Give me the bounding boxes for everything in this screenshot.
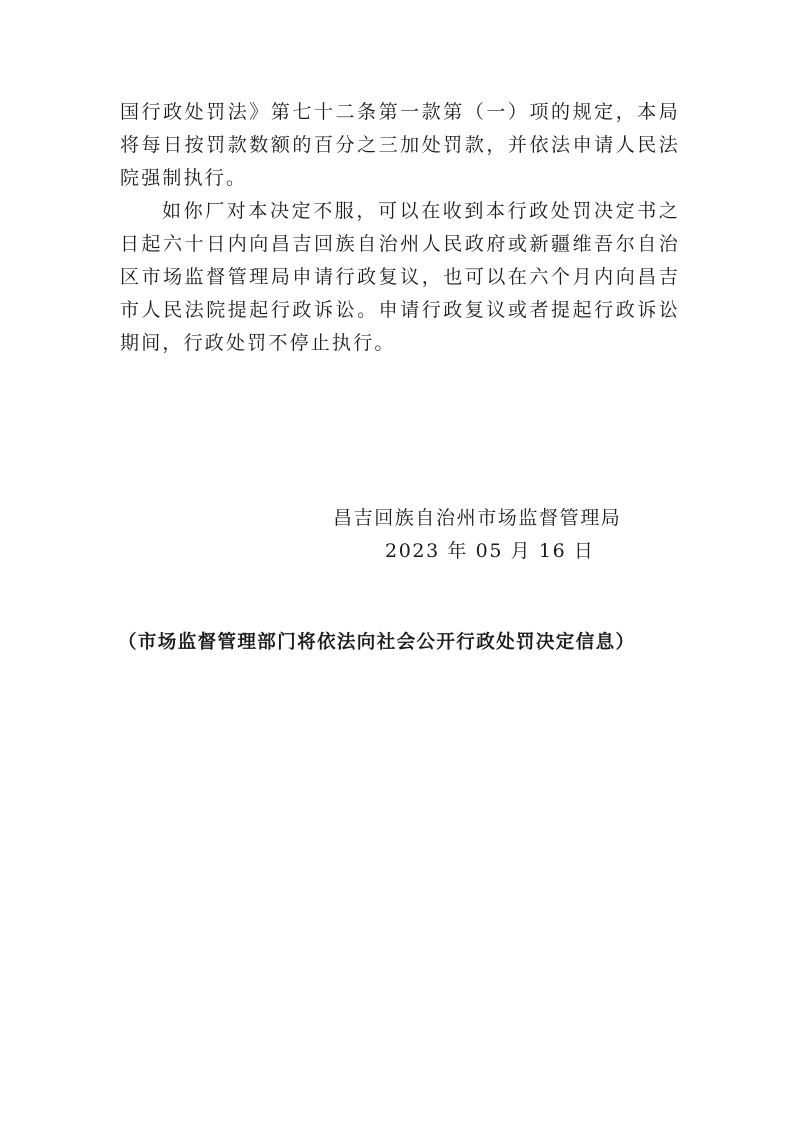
document-body xyxy=(120,96,680,360)
public-disclosure-notice: （市场监督管理部门将依法向社会公开行政处罚决定信息） xyxy=(118,632,636,653)
paragraph-enforcement: 国行政处罚法》第七十二条第一款第（一）项的规定，本局将每日按罚款数额的百分之三加处罚款，并依法申请人民法院强制执行。 xyxy=(120,101,680,189)
issue-date: 2023 年 05 月 16 日 xyxy=(385,540,595,562)
signature-block xyxy=(330,502,650,568)
paragraph-appeal-rights: 如你厂对本决定不服，可以在收到本行政处罚决定书之日起六十日内向昌吉回族自治州人民政府或新疆维吾尔自治区市场监督管理局申请行政复议，也可以在六个月内向昌吉市人民法院提起行政诉讼。申请行政复议或者提起行政诉讼期间，行政处罚不停止执行。 xyxy=(120,200,680,354)
issuing-organization: 昌吉回族自治州市场监督管理局 xyxy=(333,507,622,529)
